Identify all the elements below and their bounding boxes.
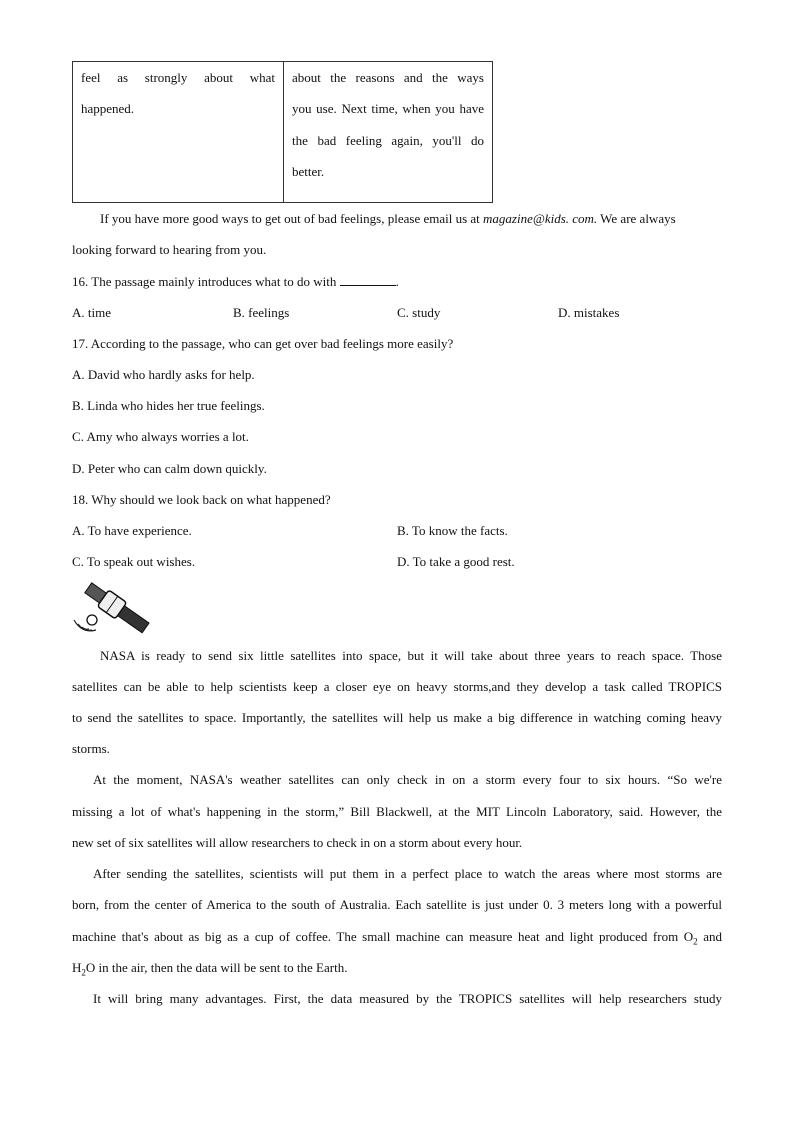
- q18-option-d[interactable]: D. To take a good rest.: [397, 554, 515, 569]
- q16-option-a[interactable]: A. time: [72, 305, 111, 320]
- question-18-stem: 18. Why should we look back on what happened?: [72, 492, 331, 507]
- passage-text: O in the air, then the data will be sent to the Earth.: [85, 960, 348, 975]
- table-row: [73, 62, 493, 203]
- table-cell-line: the bad feeling again, you'll do: [292, 132, 484, 148]
- passage-p3-line: born, from the center of America to the south of Australia. Each satellite is just under 0. 3 meters long with a powerful: [72, 897, 722, 912]
- email-address: magazine@kids. com.: [483, 211, 598, 226]
- table-cell-line: about the reasons and the ways: [292, 70, 484, 85]
- table-cell-line: you use. Next time, when you have: [292, 101, 484, 117]
- q17-option-c[interactable]: C. Amy who always worries a lot.: [72, 429, 249, 444]
- passage-text: H: [72, 960, 82, 975]
- subscript: 2: [81, 967, 86, 978]
- answer-blank: [340, 273, 396, 286]
- email-text-end: We are always: [597, 211, 676, 226]
- q18-option-c[interactable]: C. To speak out wishes.: [72, 554, 196, 569]
- q17-option-d[interactable]: D. Peter who can calm down quickly.: [72, 461, 267, 476]
- q16-option-c[interactable]: C. study: [397, 305, 441, 320]
- q18-option-a[interactable]: A. To have experience.: [72, 523, 192, 538]
- email-paragraph-line-1: [100, 211, 722, 227]
- table-cell-line: happened.: [81, 101, 135, 117]
- table-cell-line: better.: [292, 163, 325, 179]
- email-paragraph-line-2: looking forward to hearing from you.: [72, 242, 267, 257]
- passage-p3-line: [72, 960, 722, 978]
- q17-option-b[interactable]: B. Linda who hides her true feelings.: [72, 398, 265, 413]
- satellite-icon: [70, 580, 156, 640]
- passage-p3-line: After sending the satellites, scientists will put them in a perfect place to watch the areas where most storms are: [93, 866, 722, 881]
- table-cell-left: [73, 62, 284, 203]
- passage-text: machine that's about as big as a cup of coffee. The small machine can measure heat and light produced from O: [72, 929, 694, 944]
- question-16-stem: [72, 273, 722, 290]
- email-text: If you have more good ways to get out of bad feelings, please email us at: [100, 211, 484, 226]
- q16-option-d[interactable]: D. mistakes: [558, 305, 620, 320]
- passage-p3-line: [72, 929, 722, 947]
- question-16-text: 16. The passage mainly introduces what to do with: [72, 274, 337, 289]
- question-16-period: .: [395, 274, 399, 289]
- table-cell-right: [284, 62, 493, 203]
- subscript: 2: [693, 936, 698, 947]
- passage-p4-line: It will bring many advantages. First, the data measured by the TROPICS satellites will help researchers study: [93, 991, 722, 1006]
- passage-p2-line: missing a lot of what's happening in the storm,” Bill Blackwell, at the MIT Lincoln Laboratory, said. However, the: [72, 804, 722, 819]
- passage-p1-line: storms.: [72, 741, 110, 756]
- q18-option-b[interactable]: B. To know the facts.: [397, 523, 508, 538]
- advice-table: [72, 61, 493, 203]
- passage-p1-line: satellites can be able to help scientists keep a closer eye on heavy storms,and they develop a task called TROPICS: [72, 679, 722, 694]
- passage-p2-line: At the moment, NASA's weather satellites can only check in on a storm every four to six hours. “So we're: [93, 772, 722, 787]
- passage-text: and: [697, 929, 722, 944]
- passage-p2-line: new set of six satellites will allow researchers to check in on a storm about every hour.: [72, 835, 523, 850]
- passage-p1-line: NASA is ready to send six little satellites into space, but it will take about three years to reach space. Those: [100, 648, 722, 663]
- passage-p1-line: to send the satellites to space. Importantly, the satellites will help us make a big difference in watching coming heavy: [72, 710, 722, 725]
- question-17-stem: 17. According to the passage, who can get over bad feelings more easily?: [72, 336, 454, 351]
- table-cell-line: feel as strongly about what: [81, 70, 275, 85]
- q16-option-b[interactable]: B. feelings: [233, 305, 290, 320]
- q17-option-a[interactable]: A. David who hardly asks for help.: [72, 367, 255, 382]
